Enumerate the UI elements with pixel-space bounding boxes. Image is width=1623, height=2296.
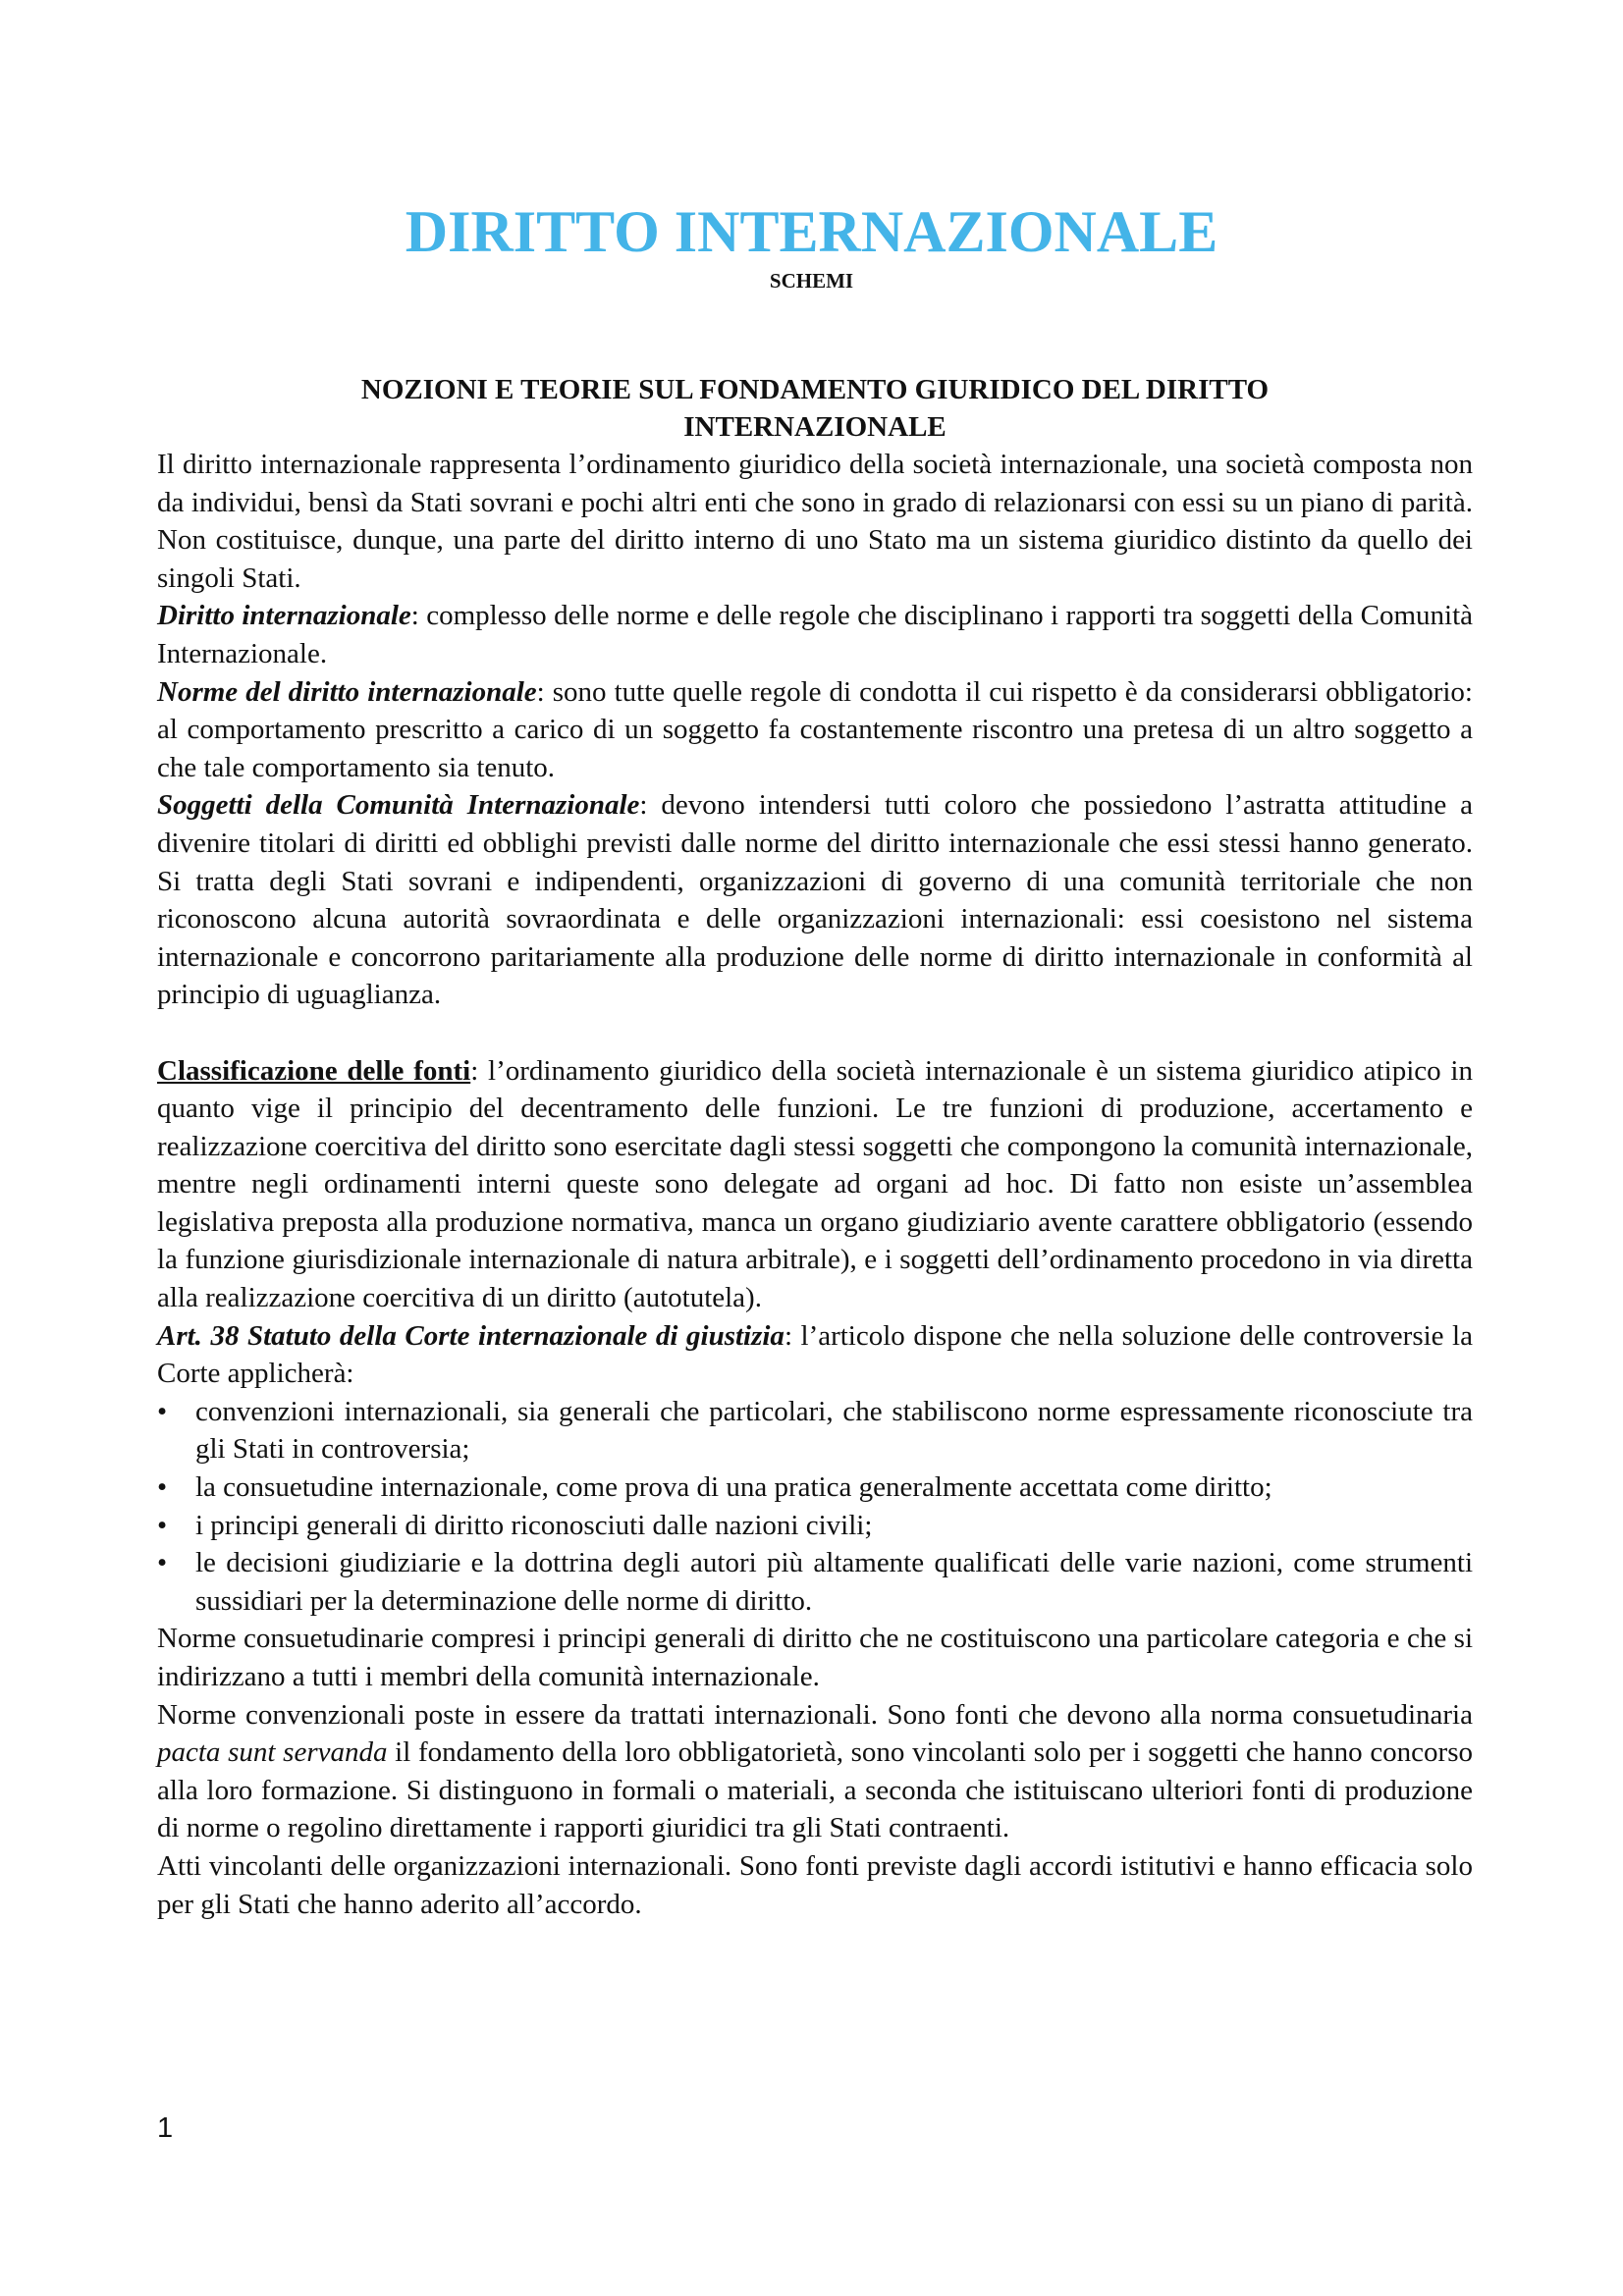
list-item — [157, 1393, 1473, 1468]
bullet-icon: • — [157, 1395, 168, 1427]
document-body — [157, 446, 1473, 1923]
classificazione-paragraph — [157, 1052, 1473, 1317]
list-item-text: la consuetudine internazionale, come prova di una pratica generalmente accettata come diritto; — [195, 1471, 1272, 1504]
customary-norms-paragraph: Norme consuetudinarie compresi i principi generali di diritto che ne costituiscono una particolare categoria e che si indirizzano a tutti i membri della comunità internazionale. — [157, 1623, 1473, 1692]
pacta-sunt-servanda: pacta sunt servanda — [157, 1736, 388, 1769]
definition-norme — [157, 673, 1473, 787]
list-item-text: le decisioni giudiziarie e la dottrina degli autori più altamente qualificati delle varie nazioni, come strumenti sussidiari per la determinazione delle norme di diritto. — [195, 1547, 1473, 1617]
conventional-text-start: Norme convenzionali poste in essere da trattati internazionali. Sono fonti che devono alla norma consuetudinaria — [157, 1698, 1473, 1731]
document-title: DIRITTO INTERNAZIONALE — [405, 199, 1218, 264]
bullet-icon: • — [157, 1547, 168, 1579]
intro-paragraph: Il diritto internazionale rappresenta l’ordinamento giuridico della società internazionale, una società composta non da individui, bensì da Stati sovrani e pochi altri enti che sono in grado di relazionarsi con essi su un piano di parità. Non costituisce, dunque, una parte del diritto interno di uno Stato ma un sistema giuridico distinto da quello dei singoli Stati. — [157, 449, 1473, 594]
list-item — [157, 1468, 1473, 1507]
section-heading — [236, 371, 1394, 446]
page-number: 1 — [157, 2112, 174, 2144]
paragraph-spacer — [157, 1014, 1473, 1052]
section-heading-line-1: NOZIONI E TEORIE SUL FONDAMENTO GIURIDICO DEL DIRITTO — [360, 374, 1270, 405]
binding-acts-paragraph: Atti vincolanti delle organizzazioni internazionali. Sono fonti previste dagli accordi istitutivi e hanno efficacia solo per gli Stati che hanno aderito all’accordo. — [157, 1849, 1473, 1920]
definition-text: : devono intendersi tutti coloro che possiedono l’astratta attitudine a divenire titolari di diritti ed obblighi previsti dalle norme del diritto internazionale che essi stessi hanno generato. Si tratta degli Stati sovrani e indipendenti, organizzazioni di governo di una comunità territoriale che non riconoscono alcuna autorità sovraordinata e delle organizzazioni internazionali: essi coesistono nel sistema internazionale e concorrono paritariamente alla produzione delle norme di diritto internazionale in conformità al principio di uguaglianza. — [157, 789, 1473, 1011]
classificazione-text: : l’ordinamento giuridico della società internazionale è un sistema giuridico atipico in quanto vige il principio del decentramento delle funzioni. Le tre funzioni di produzione, accertamento e realizzazione coercitiva del diritto sono esercitate dagli stessi soggetti che compongono la comunità internazionale, mentre negli ordinamenti interni queste sono delegate ad organi ad hoc. Di fatto non esiste un’assemblea legislativa preposta alla produzione normativa, manca un organo giudiziario avente carattere obbligatorio (essendo la funzione giurisdizionale internazionale di natura arbitrale), e i soggetti dell’ordinamento procedono in via diretta alla realizzazione coercitiva di un diritto (autotutela). — [157, 1054, 1473, 1314]
conventional-text-end: il fondamento della loro obbligatorietà, sono vincolanti solo per i soggetti che hanno concorso alla loro formazione. Si distinguono in formali o materiali, a seconda che istituiscano ulteriori fonti di produzione di norme o regolino direttamente i rapporti giuridici tra gli Stati contraenti. — [157, 1736, 1474, 1844]
bullet-icon: • — [157, 1509, 168, 1541]
definition-term: Diritto internazionale — [157, 600, 411, 632]
sources-list — [157, 1393, 1473, 1621]
article-38-paragraph — [157, 1317, 1473, 1393]
definition-diritto-internazionale — [157, 597, 1473, 672]
list-item-text: i principi generali di diritto riconosciuti dalle nazioni civili; — [195, 1509, 873, 1541]
bullet-icon: • — [157, 1471, 168, 1504]
conventional-norms-paragraph — [157, 1696, 1473, 1847]
definition-text: : complesso delle norme e delle regole che disciplinano i rapporti tra soggetti della Comunità Internazionale. — [157, 600, 1473, 669]
definition-term: Norme del diritto internazionale — [157, 675, 537, 708]
document-subtitle: SCHEMI — [769, 269, 854, 293]
definition-term: Soggetti della Comunità Internazionale — [157, 789, 640, 822]
list-item — [157, 1544, 1473, 1620]
classificazione-term: Classificazione delle fonti — [157, 1054, 471, 1087]
definition-soggetti — [157, 786, 1473, 1014]
section-heading-line-2: INTERNAZIONALE — [683, 411, 947, 443]
list-item — [157, 1507, 1473, 1545]
definition-text: : sono tutte quelle regole di condotta il cui rispetto è da considerarsi obbligatorio: al comportamento prescritto a carico di un soggetto fa costantemente riscontro una pretesa di un altro soggetto a che tale comportamento sia tenuto. — [157, 675, 1473, 783]
article-38-term: Art. 38 Statuto della Corte internazionale di giustizia — [157, 1319, 784, 1352]
article-38-text: : l’articolo dispone che nella soluzione delle controversie la Corte applicherà: — [157, 1319, 1473, 1390]
list-item-text: convenzioni internazionali, sia generali che particolari, che stabiliscono norme espressamente riconosciute tra gli Stati in controversia; — [195, 1395, 1473, 1466]
